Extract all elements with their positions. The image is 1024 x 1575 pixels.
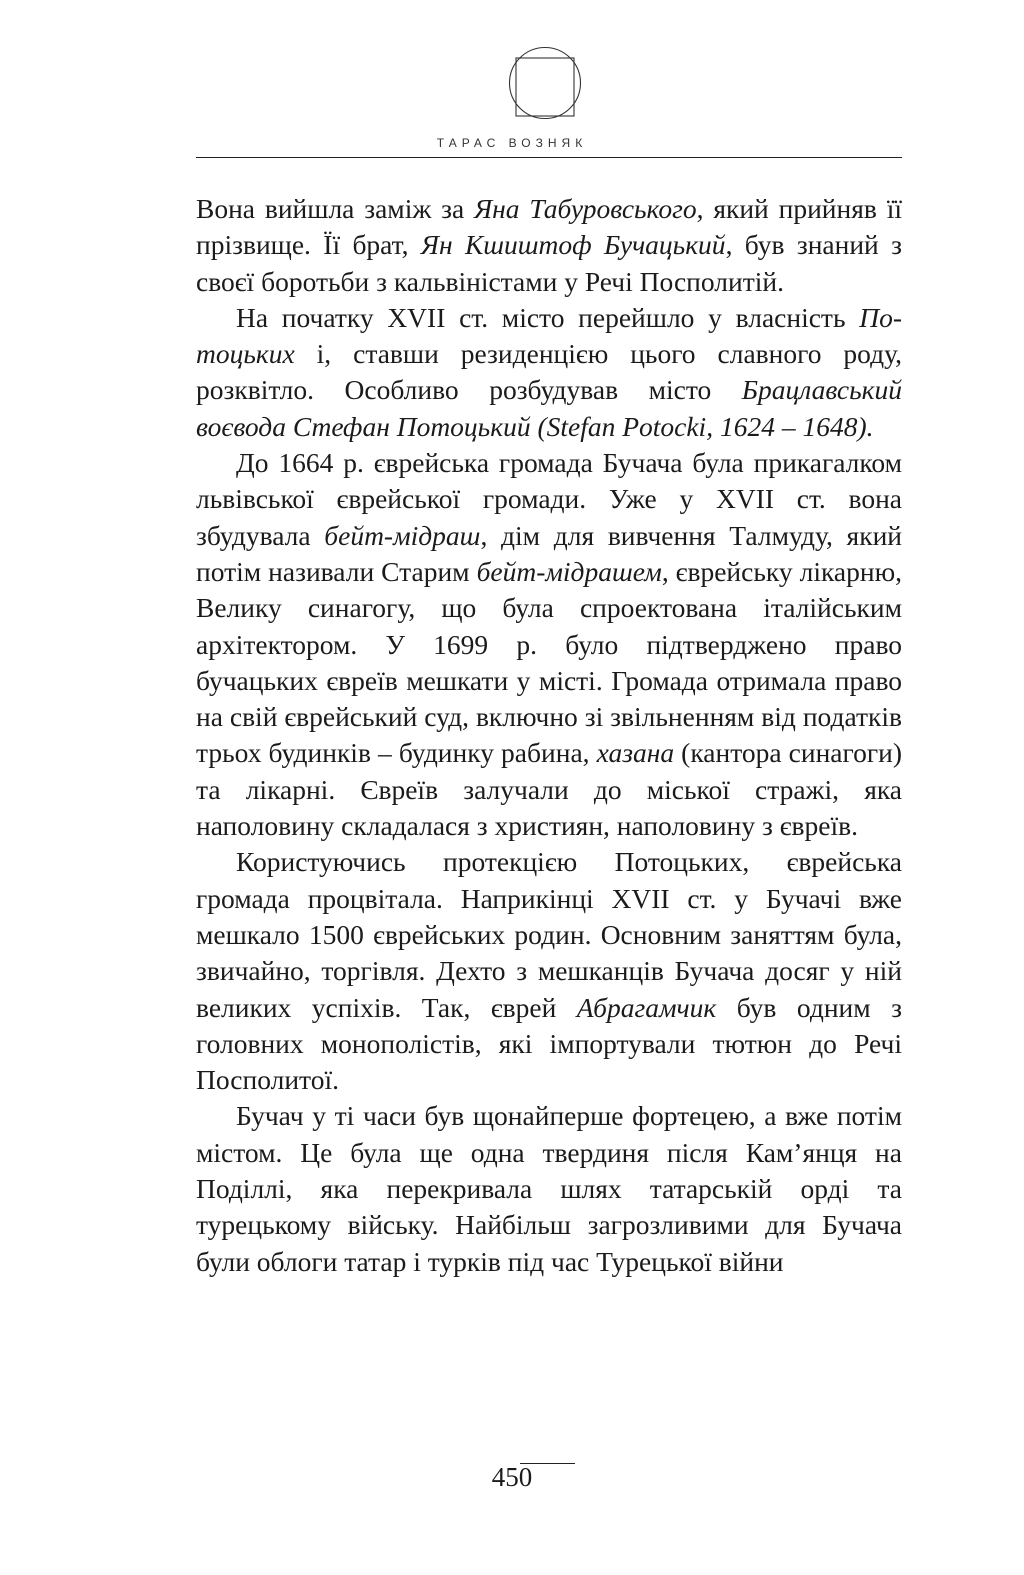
text-run: був одним з головних монополістів, які імпортували тютюн до Речі Посполитої.: [196, 991, 903, 1096]
text-run: Вона вийшла заміж за: [196, 193, 475, 224]
italic-run: Абрагамчик: [576, 991, 717, 1023]
text-run: Користуючись протекцією Потоцьких, єврейська громада процвітала. Наприкінці XVII ст. у Бучачі вже мешкало 1500 єврейських родин. Основним заняттям була, звичайно, торгівля. Дехто з мешканців Бучача досяг у ній великих успіхів. Так, єврей: [196, 846, 902, 1023]
italic-run: бейт-мідраш: [324, 519, 481, 551]
text-run: Бучач у ті часи був щонайперше фортецею, а вже потім містом. Це була ще одна твердиня після Кам’янця на Поділлі, яка перекривала шлях татарській орді та турецькому війську. Найбільш загрозливими для Бучача були облоги татар і турків під час Турецької війни: [196, 1100, 902, 1277]
italic-run: хазана: [596, 737, 675, 769]
italic-run: Брацлавський воєвода Стефан Потоцький (Stefan Potocki, 1624 – 1648).: [196, 374, 902, 442]
paragraph: [196, 445, 902, 844]
text-run: До 1664 р. єврейська громада Бучача була прикагалком львівської єврейської громади. Уже у XVII ст. вона збудувала: [196, 447, 902, 551]
circle-square-emblem-icon: [508, 46, 582, 120]
italic-run: Ян Кшиштоф Бучацький: [420, 229, 726, 261]
italic-run: Яна Табуровського: [474, 193, 697, 224]
text-run: , який прийняв її прізвище. Її брат,: [196, 193, 902, 261]
paragraph: [196, 844, 902, 1098]
header-rule: [196, 157, 902, 158]
body-text: [196, 191, 902, 1280]
italic-run: бейт-мідрашем: [476, 555, 662, 587]
text-run: і, ставши резиденцією цього славного роду, розквітло. Особливо розбудував місто: [196, 338, 902, 406]
paragraph: [196, 1098, 902, 1279]
paragraph: [196, 191, 902, 300]
paragraph: [196, 300, 902, 445]
text-run: , дім для вивчення Талмуду, який потім називали Старим: [196, 519, 902, 587]
text-run: На початку XVII ст. місто перейшло у власність: [236, 301, 860, 333]
page-number: 450: [491, 1462, 533, 1492]
running-head: ТАРАС ВОЗНЯК: [436, 136, 588, 150]
text-run: (кантора синагоги) та лікарні. Євреїв залучали до міської стражі, яка наполовину складалася з християн, наполовину з євреїв.: [196, 737, 903, 842]
text-run: , єврейську лікарню, Велику синагогу, що була спроектована італійським архітектором. У 1699 р. було підтверджено право бучацьких євреїв мешкати у місті. Громада отримала право на свій єврейський суд, включно зі звільненням від податків трьох будинків – будинку рабина,: [196, 555, 902, 769]
text-run: , був знаний з своєї боротьби з кальвіністами у Речі Посполитій.: [196, 229, 902, 297]
italic-run: Потоцьких: [196, 301, 902, 370]
